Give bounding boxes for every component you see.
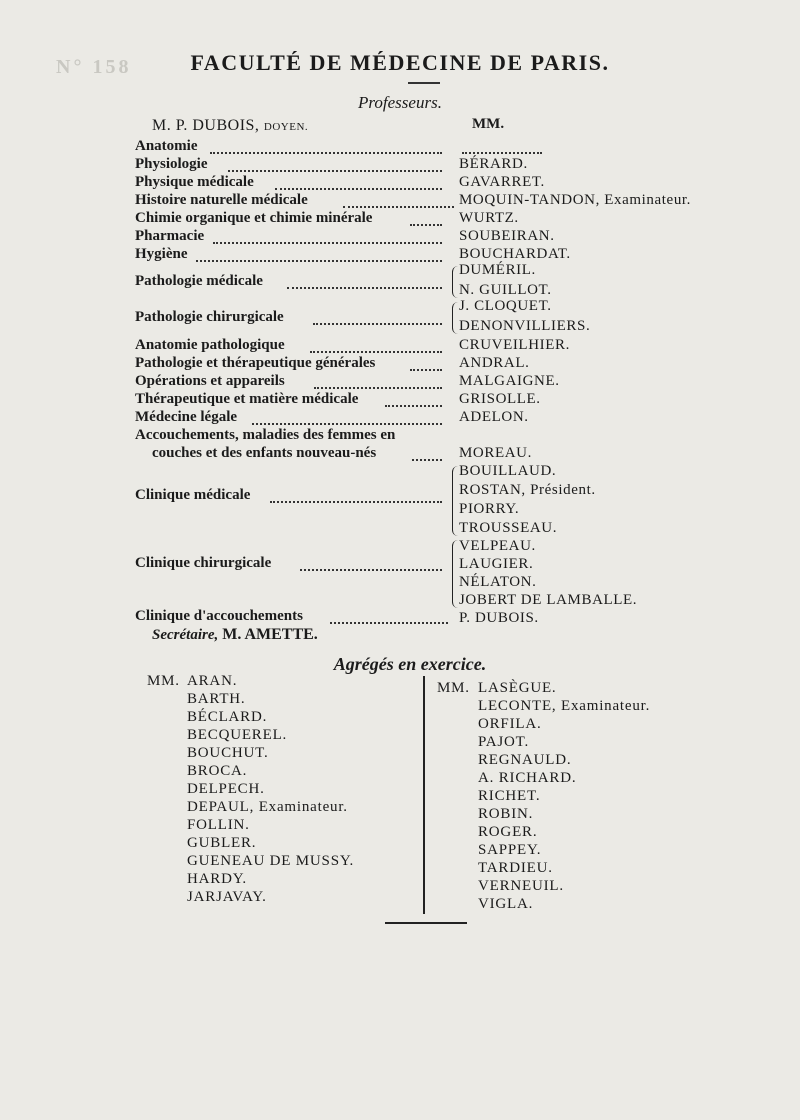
chair-row	[0, 608, 800, 628]
faint-page-number: N° 158	[56, 56, 132, 78]
agrege-name: LECONTE, Examinateur.	[478, 698, 651, 714]
chair-subject: Anatomie	[135, 138, 198, 154]
professor-name: BÉRARD.	[459, 156, 528, 172]
professor-name: NÉLATON.	[459, 574, 537, 590]
chair-row	[0, 246, 800, 266]
agrege-name: DEPAUL, Examinateur.	[187, 799, 348, 815]
professor-name: SOUBEIRAN.	[459, 228, 555, 244]
leader-dots	[410, 369, 442, 371]
professor-name: N. GUILLOT.	[459, 282, 552, 298]
professor-name: GAVARRET.	[459, 174, 545, 190]
agrege-name: BOUCHUT.	[187, 745, 269, 761]
leader-dots	[310, 351, 442, 353]
agrege-name: BÉCLARD.	[187, 709, 268, 725]
agrege-name: FOLLIN.	[187, 817, 250, 833]
agrege-name: PAJOT.	[478, 734, 530, 750]
chair-subject: Opérations et appareils	[135, 373, 285, 389]
chair-subject: Histoire naturelle médicale	[135, 192, 308, 208]
agrege-name: ROGER.	[478, 824, 538, 840]
professor-name: JOBERT DE LAMBALLE.	[459, 592, 638, 608]
professor-name: ANDRAL.	[459, 355, 530, 371]
professor-name: CRUVEILHIER.	[459, 337, 570, 353]
agrege-name: GUENEAU DE MUSSY.	[187, 853, 355, 869]
agrege-name: A. RICHARD.	[478, 770, 577, 786]
chair-row	[0, 337, 800, 357]
dean-line	[152, 117, 308, 135]
chair-subject: Chimie organique et chimie minérale	[135, 210, 373, 226]
chair-subject: Clinique chirurgicale	[135, 555, 272, 571]
end-rule	[385, 922, 467, 924]
chair-subject: Pharmacie	[135, 228, 205, 244]
agrege-name: DELPECH.	[187, 781, 265, 797]
professor-name: LAUGIER.	[459, 556, 534, 572]
leader-dots	[210, 152, 442, 154]
agrege-name: REGNAULD.	[478, 752, 572, 768]
leader-dots	[287, 287, 442, 289]
brace	[452, 302, 458, 334]
chair-subject: Clinique d'accouchements	[135, 608, 303, 624]
professor-name: MOQUIN-TANDON, Examinateur.	[459, 192, 692, 208]
chair-subject: Thérapeutique et matière médicale	[135, 391, 359, 407]
chair-subject-line2: couches et des enfants nouveau-nés	[152, 445, 377, 461]
chair-subject: Hygiène	[135, 246, 188, 262]
leader-dots	[213, 242, 442, 244]
chair-row	[0, 427, 800, 447]
chair-row	[0, 355, 800, 375]
chair-row	[0, 156, 800, 176]
mm-label: MM.	[437, 680, 470, 696]
agrege-name: BECQUEREL.	[187, 727, 288, 743]
agrege-name: BROCA.	[187, 763, 248, 779]
secretary-label: Secrétaire,	[152, 627, 219, 643]
professor-name: J. CLOQUET.	[459, 298, 552, 314]
professor-name: TROUSSEAU.	[459, 520, 558, 536]
secretary-name: M. AMETTE.	[222, 626, 318, 643]
professor-name: BOUILLAUD.	[459, 463, 557, 479]
agreges-heading: Agrégés en exercice.	[333, 654, 487, 674]
leader-dots	[313, 323, 442, 325]
professor-name: VELPEAU.	[459, 538, 536, 554]
agrege-name: VIGLA.	[478, 896, 534, 912]
professor-name: MOREAU.	[459, 445, 532, 461]
professor-name: ROSTAN, Président.	[459, 482, 596, 498]
chair-row	[0, 409, 800, 429]
chair-row	[0, 192, 800, 212]
agrege-name: ROBIN.	[478, 806, 534, 822]
leader-dots	[196, 260, 442, 262]
brace	[452, 540, 458, 608]
agrege-name: SAPPEY.	[478, 842, 542, 858]
leader-dots	[270, 501, 442, 503]
chair-row	[0, 273, 800, 293]
page-title: FACULTÉ DE MÉDECINE DE PARIS.	[190, 50, 610, 75]
leader-dots	[330, 622, 448, 624]
chair-row	[0, 391, 800, 411]
agrege-name: BARTH.	[187, 691, 246, 707]
column-divider	[423, 676, 425, 914]
professor-name: GRISOLLE.	[459, 391, 541, 407]
chair-subject: Pathologie et thérapeutique générales	[135, 355, 376, 371]
chair-row-continued	[0, 445, 800, 465]
chair-subject: Médecine légale	[135, 409, 238, 425]
secretary-line	[152, 626, 318, 644]
agrege-name: JARJAVAY.	[187, 889, 267, 905]
chair-subject: Pathologie chirurgicale	[135, 309, 284, 325]
leader-dots	[385, 405, 442, 407]
chair-subject: Physique médicale	[135, 174, 254, 190]
chair-row	[0, 210, 800, 230]
chair-subject: Anatomie pathologique	[135, 337, 285, 353]
dean-name: M. P. DUBOIS,	[152, 117, 260, 134]
agrege-name: HARDY.	[187, 871, 247, 887]
chair-row	[0, 228, 800, 248]
chair-row	[0, 555, 800, 575]
professor-name: P. DUBOIS.	[459, 610, 539, 626]
professor-name: MALGAIGNE.	[459, 373, 560, 389]
leader-dots	[462, 152, 542, 154]
leader-dots	[410, 224, 442, 226]
chair-subject: Accouchements, maladies des femmes en	[135, 427, 396, 443]
chair-subject: Physiologie	[135, 156, 208, 172]
agrege-name: ARAN.	[187, 673, 238, 689]
dean-title: DOYEN.	[263, 121, 309, 133]
leader-dots	[412, 459, 442, 461]
title-rule	[408, 82, 440, 84]
agrege-name: RICHET.	[478, 788, 541, 804]
agrege-name: GUBLER.	[187, 835, 257, 851]
agrege-name: LASÈGUE.	[478, 680, 557, 696]
mm-label: MM.	[147, 673, 180, 689]
professeurs-heading: Professeurs.	[358, 93, 442, 112]
brace	[452, 266, 458, 298]
leader-dots	[343, 206, 454, 208]
chair-subject: Pathologie médicale	[135, 273, 263, 289]
leader-dots	[252, 423, 442, 425]
chair-row	[0, 373, 800, 393]
chair-subject: Clinique médicale	[135, 487, 251, 503]
professor-name: BOUCHARDAT.	[459, 246, 571, 262]
leader-dots	[314, 387, 442, 389]
chair-row	[0, 174, 800, 194]
chair-row	[0, 138, 800, 158]
leader-dots	[300, 569, 442, 571]
brace	[452, 466, 458, 536]
chair-row	[0, 309, 800, 329]
agrege-name: ORFILA.	[478, 716, 542, 732]
professor-name: DENONVILLIERS.	[459, 318, 591, 334]
professor-name: WURTZ.	[459, 210, 519, 226]
mm-header: MM.	[472, 116, 505, 132]
professor-name: PIORRY.	[459, 501, 520, 517]
agrege-name: VERNEUIL.	[478, 878, 564, 894]
professor-name: DUMÉRIL.	[459, 262, 536, 278]
professor-name: ADELON.	[459, 409, 529, 425]
leader-dots	[228, 170, 442, 172]
chair-row	[0, 487, 800, 507]
leader-dots	[275, 188, 442, 190]
agrege-name: TARDIEU.	[478, 860, 553, 876]
